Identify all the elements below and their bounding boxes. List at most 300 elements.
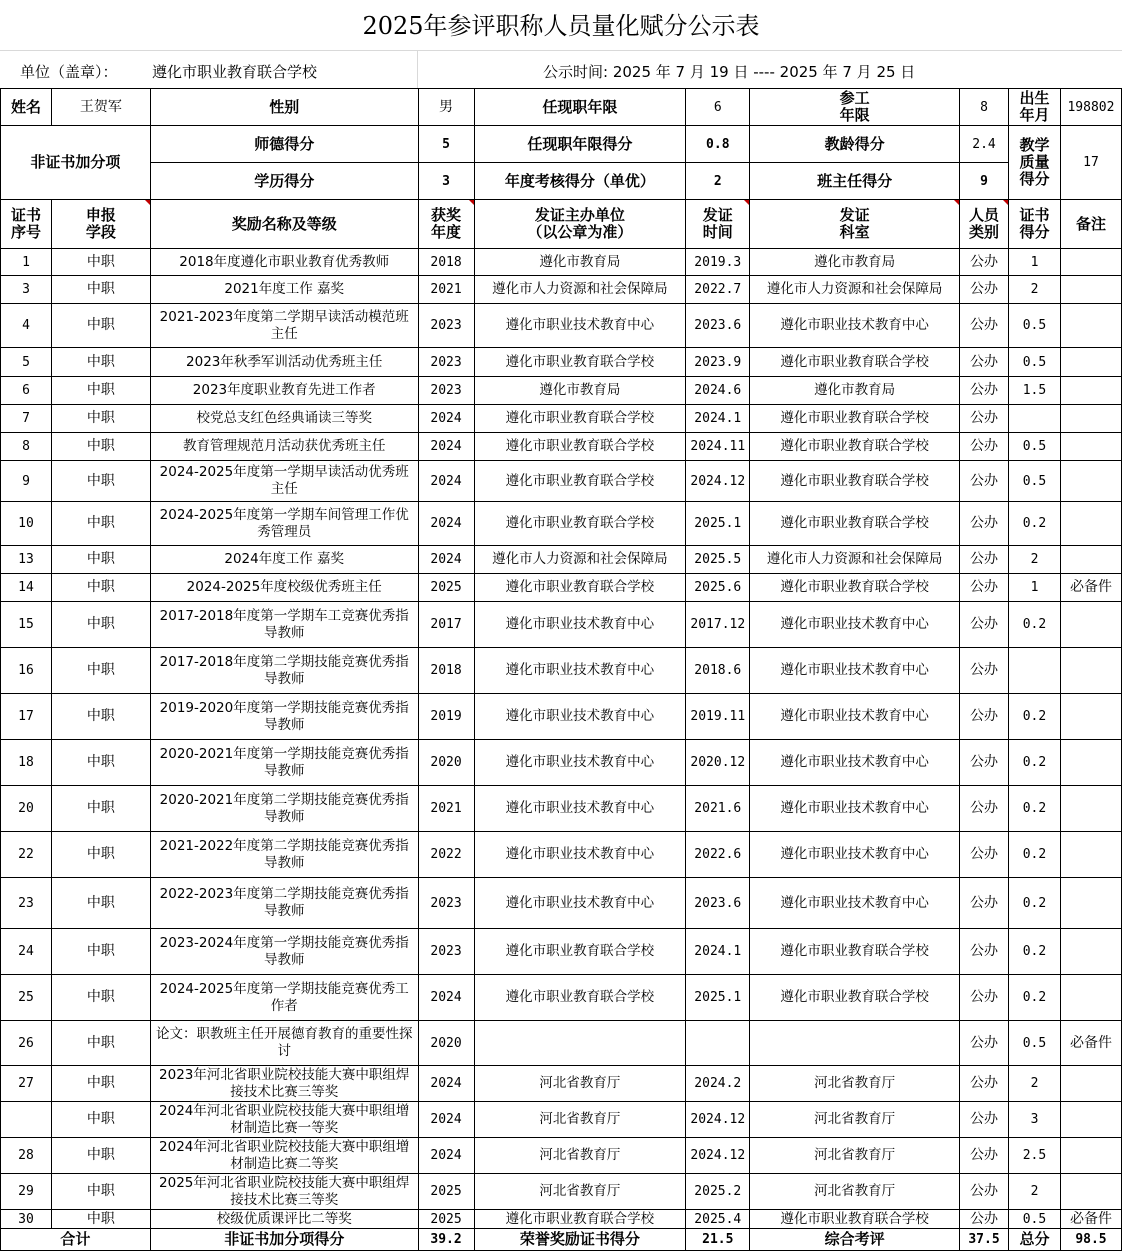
- cell-stage: 中职: [51, 1210, 150, 1229]
- cell-award-year: 2024: [418, 1138, 474, 1174]
- cell-award-name: 2024年度工作 嘉奖: [150, 546, 418, 574]
- cell-award-year: 2024: [418, 1066, 474, 1102]
- cell-stage: 中职: [51, 740, 150, 786]
- publicity-period: 公示时间: 2025 年 7 月 19 日 ---- 2025 年 7 月 25 日: [543, 63, 916, 81]
- col-award: 奖励名称及等级: [150, 200, 418, 249]
- cell-issuing-office: 河北省教育厅: [750, 1102, 960, 1138]
- cell-stage: 中职: [51, 602, 150, 648]
- cell-note: [1060, 377, 1121, 405]
- cell-note: [1060, 740, 1121, 786]
- cell-issuing-office: 河北省教育厅: [750, 1138, 960, 1174]
- cell-issue-date: 2025.6: [686, 574, 750, 602]
- table-row: [1, 1210, 1122, 1229]
- cell-stage: 中职: [51, 1102, 150, 1138]
- cell-award-name: 2024-2025年度第一学期早读活动优秀班主任: [150, 461, 418, 502]
- cell-stage: 中职: [51, 433, 150, 461]
- cell-award-name: 2021-2023年度第二学期早读活动模范班主任: [150, 304, 418, 348]
- totals-row: [1, 1229, 1122, 1251]
- cell-issuer: 遵化市职业教育联合学校: [474, 1210, 686, 1229]
- cell-issuing-office: 遵化市职业教育联合学校: [750, 975, 960, 1021]
- cell-issuing-office: 遵化市人力资源和社会保障局: [750, 546, 960, 574]
- cell-stage: 中职: [51, 405, 150, 433]
- name-value: 王贺军: [51, 89, 150, 126]
- table-row: [1, 648, 1122, 694]
- table-row: [1, 433, 1122, 461]
- cell-award-name: 2023年秋季军训活动优秀班主任: [150, 348, 418, 377]
- cell-note: 必备件: [1060, 574, 1121, 602]
- cell-cert-no: 1: [1, 249, 52, 276]
- cell-issue-date: 2022.7: [686, 276, 750, 304]
- teaching-quality-label: 教学 质量 得分: [1009, 126, 1061, 200]
- ethics-label: 师德得分: [150, 126, 418, 163]
- cell-note: [1060, 1102, 1121, 1138]
- cell-issuer: 遵化市职业技术教育中心: [474, 740, 686, 786]
- cell-issuing-office: 遵化市职业技术教育中心: [750, 832, 960, 878]
- cell-cert-no: 16: [1, 648, 52, 694]
- table-row: [1, 786, 1122, 832]
- cell-award-name: 2022-2023年度第二学期技能竞赛优秀指导教师: [150, 878, 418, 929]
- cell-staff-type: 公办: [960, 832, 1009, 878]
- cell-note: [1060, 786, 1121, 832]
- table-row: [1, 1021, 1122, 1066]
- cell-award-name: 论文：职教班主任开展德育教育的重要性探讨: [150, 1021, 418, 1066]
- cell-staff-type: 公办: [960, 740, 1009, 786]
- cell-award-year: 2022: [418, 832, 474, 878]
- table-row: [1, 602, 1122, 648]
- cell-issue-date: 2019.3: [686, 249, 750, 276]
- table-row: [1, 461, 1122, 502]
- cell-staff-type: 公办: [960, 648, 1009, 694]
- teaching-age-label: 教龄得分: [750, 126, 960, 163]
- cell-issuer: 遵化市职业教育联合学校: [474, 405, 686, 433]
- cell-note: [1060, 502, 1121, 546]
- table-row: [1, 1102, 1122, 1138]
- cell-note: 必备件: [1060, 1210, 1121, 1229]
- cell-cert-no: 30: [1, 1210, 52, 1229]
- grand-total: 98.5: [1060, 1229, 1121, 1251]
- cell-award-year: 2021: [418, 276, 474, 304]
- cell-award-name: 2024-2025年度校级优秀班主任: [150, 574, 418, 602]
- cell-award-name: 2019-2020年度第一学期技能竞赛优秀指导教师: [150, 694, 418, 740]
- table-row: [1, 546, 1122, 574]
- cell-issuing-office: [750, 1021, 960, 1066]
- cell-issuing-office: 河北省教育厅: [750, 1066, 960, 1102]
- cell-stage: 中职: [51, 377, 150, 405]
- cell-issuer: 河北省教育厅: [474, 1174, 686, 1210]
- table-row: [1, 348, 1122, 377]
- cell-cert-no: [1, 1102, 52, 1138]
- cell-cert-score: 1.5: [1009, 377, 1061, 405]
- cell-award-name: 2024-2025年度第一学期技能竞赛优秀工作者: [150, 975, 418, 1021]
- cell-cert-no: 20: [1, 786, 52, 832]
- table-row: [1, 1066, 1122, 1102]
- cell-cert-no: 25: [1, 975, 52, 1021]
- cell-cert-score: 2: [1009, 546, 1061, 574]
- cell-award-name: 2021-2022年度第二学期技能竞赛优秀指导教师: [150, 832, 418, 878]
- cell-cert-no: 29: [1, 1174, 52, 1210]
- cell-issue-date: 2024.6: [686, 377, 750, 405]
- cell-award-name: 2024年河北省职业院校技能大赛中职组增材制造比赛一等奖: [150, 1102, 418, 1138]
- table-row: [1, 740, 1122, 786]
- col-cert-no: 证书 序号: [1, 200, 52, 249]
- cell-stage: 中职: [51, 502, 150, 546]
- cell-cert-score: 1: [1009, 249, 1061, 276]
- cell-issuer: 遵化市职业技术教育中心: [474, 304, 686, 348]
- cell-staff-type: 公办: [960, 1210, 1009, 1229]
- page-title: 2025年参评职称人员量化赋分公示表: [0, 0, 1122, 51]
- cell-cert-no: 17: [1, 694, 52, 740]
- cell-cert-score: 0.2: [1009, 502, 1061, 546]
- cell-cert-score: 2.5: [1009, 1138, 1061, 1174]
- cell-stage: 中职: [51, 249, 150, 276]
- cell-award-year: 2024: [418, 502, 474, 546]
- cell-issuing-office: 遵化市教育局: [750, 249, 960, 276]
- cell-award-year: 2023: [418, 929, 474, 975]
- cell-staff-type: 公办: [960, 502, 1009, 546]
- table-row: [1, 304, 1122, 348]
- col-staff-type: 人员 类别: [960, 200, 1009, 249]
- overall-score: 37.5: [960, 1229, 1009, 1251]
- cell-cert-score: 0.2: [1009, 602, 1061, 648]
- cell-cert-no: 15: [1, 602, 52, 648]
- col-stage: 申报 学段: [51, 200, 150, 249]
- birth-label: 出生 年月: [1009, 89, 1061, 126]
- cell-award-year: 2021: [418, 786, 474, 832]
- table-row: [1, 878, 1122, 929]
- table-row: [1, 276, 1122, 304]
- cell-award-name: 教育管理规范月活动获优秀班主任: [150, 433, 418, 461]
- cell-cert-score: 0.2: [1009, 832, 1061, 878]
- table-row: [1, 929, 1122, 975]
- cell-issuer: 遵化市教育局: [474, 377, 686, 405]
- cell-award-year: 2024: [418, 405, 474, 433]
- cell-cert-no: 22: [1, 832, 52, 878]
- cell-issue-date: 2022.6: [686, 832, 750, 878]
- cell-award-year: 2023: [418, 348, 474, 377]
- non-cert-total: 39.2: [418, 1229, 474, 1251]
- cell-issuing-office: 遵化市职业教育联合学校: [750, 348, 960, 377]
- cell-issuer: 遵化市职业技术教育中心: [474, 602, 686, 648]
- cell-note: [1060, 975, 1121, 1021]
- honor-total-label: 荣誉奖励证书得分: [474, 1229, 686, 1251]
- cell-note: [1060, 348, 1121, 377]
- cell-issuing-office: 遵化市职业技术教育中心: [750, 694, 960, 740]
- cell-cert-score: 0.5: [1009, 461, 1061, 502]
- table-row: [1, 1138, 1122, 1174]
- cell-cert-no: 7: [1, 405, 52, 433]
- cell-cert-score: 0.2: [1009, 878, 1061, 929]
- unit-value: 遵化市职业教育联合学校: [152, 63, 318, 81]
- cell-note: [1060, 929, 1121, 975]
- cell-stage: 中职: [51, 304, 150, 348]
- cell-issuing-office: 遵化市职业教育联合学校: [750, 502, 960, 546]
- cell-award-name: 2017-2018年度第一学期车工竞赛优秀指导教师: [150, 602, 418, 648]
- bonus-row-1: [1, 126, 1122, 163]
- table-row: [1, 502, 1122, 546]
- cell-issue-date: 2025.1: [686, 502, 750, 546]
- cell-staff-type: 公办: [960, 377, 1009, 405]
- cell-issuer: 遵化市职业技术教育中心: [474, 786, 686, 832]
- cell-stage: 中职: [51, 546, 150, 574]
- honor-total: 21.5: [686, 1229, 750, 1251]
- cell-note: 必备件: [1060, 1021, 1121, 1066]
- cell-award-name: 2023-2024年度第一学期技能竞赛优秀指导教师: [150, 929, 418, 975]
- table-row: [1, 574, 1122, 602]
- gender-label: 性别: [150, 89, 418, 126]
- table-row: [1, 1174, 1122, 1210]
- cell-staff-type: 公办: [960, 276, 1009, 304]
- cell-issue-date: 2023.6: [686, 878, 750, 929]
- cell-award-name: 2017-2018年度第二学期技能竞赛优秀指导教师: [150, 648, 418, 694]
- cell-issue-date: 2024.11: [686, 433, 750, 461]
- tenure-score: 0.8: [686, 126, 750, 163]
- education-score: 3: [418, 163, 474, 200]
- total-label: 合计: [1, 1229, 151, 1251]
- cell-note: [1060, 405, 1121, 433]
- cell-award-year: 2024: [418, 1102, 474, 1138]
- table-row: [1, 975, 1122, 1021]
- cell-issue-date: 2025.1: [686, 975, 750, 1021]
- cell-staff-type: 公办: [960, 975, 1009, 1021]
- cell-note: [1060, 602, 1121, 648]
- score-table: [0, 88, 1122, 1251]
- cell-issuer: 遵化市教育局: [474, 249, 686, 276]
- cell-award-name: 2023年河北省职业院校技能大赛中职组焊接技术比赛三等奖: [150, 1066, 418, 1102]
- cell-award-name: 校级优质课评比二等奖: [150, 1210, 418, 1229]
- cell-issue-date: 2024.12: [686, 461, 750, 502]
- head-teacher-score: 9: [960, 163, 1009, 200]
- cell-issuer: 遵化市职业教育联合学校: [474, 461, 686, 502]
- name-label: 姓名: [1, 89, 52, 126]
- cell-stage: 中职: [51, 348, 150, 377]
- work-years-value: 8: [960, 89, 1009, 126]
- cell-issuing-office: 遵化市职业教育联合学校: [750, 574, 960, 602]
- cell-cert-no: 10: [1, 502, 52, 546]
- cell-cert-no: 3: [1, 276, 52, 304]
- cell-award-name: 2024年河北省职业院校技能大赛中职组增材制造比赛二等奖: [150, 1138, 418, 1174]
- cell-award-name: 2020-2021年度第二学期技能竞赛优秀指导教师: [150, 786, 418, 832]
- cell-issuer: 遵化市职业技术教育中心: [474, 694, 686, 740]
- cell-cert-no: 5: [1, 348, 52, 377]
- cell-cert-score: 0.5: [1009, 1021, 1061, 1066]
- ethics-score: 5: [418, 126, 474, 163]
- teaching-quality-score: 17: [1060, 126, 1121, 200]
- cell-issuer: 遵化市职业技术教育中心: [474, 648, 686, 694]
- cell-stage: 中职: [51, 1066, 150, 1102]
- cell-award-year: 2020: [418, 740, 474, 786]
- cell-note: [1060, 304, 1121, 348]
- cell-issue-date: [686, 1021, 750, 1066]
- cell-issuing-office: 遵化市职业技术教育中心: [750, 602, 960, 648]
- cell-issuer: 遵化市职业教育联合学校: [474, 348, 686, 377]
- cell-note: [1060, 461, 1121, 502]
- col-issuer: 发证主办单位 （以公章为准）: [474, 200, 686, 249]
- bonus-row-2: [1, 163, 1122, 200]
- cell-award-year: 2023: [418, 304, 474, 348]
- cell-issuing-office: 遵化市人力资源和社会保障局: [750, 276, 960, 304]
- tenure-value: 6: [686, 89, 750, 126]
- unit-label: 单位（盖章）：: [20, 63, 118, 81]
- cell-note: [1060, 648, 1121, 694]
- cell-staff-type: 公办: [960, 1174, 1009, 1210]
- cell-note: [1060, 276, 1121, 304]
- cell-award-year: 2024: [418, 546, 474, 574]
- cell-note: [1060, 1174, 1121, 1210]
- work-years-label: 参工 年限: [750, 89, 960, 126]
- cell-staff-type: 公办: [960, 249, 1009, 276]
- col-year: 获奖 年度: [418, 200, 474, 249]
- cell-note: [1060, 249, 1121, 276]
- cell-issuer: 遵化市职业教育联合学校: [474, 502, 686, 546]
- cell-cert-no: 18: [1, 740, 52, 786]
- cell-cert-score: 0.2: [1009, 786, 1061, 832]
- table-row: [1, 249, 1122, 276]
- cell-award-year: 2023: [418, 878, 474, 929]
- assessment-label: 年度考核得分（单优）: [474, 163, 686, 200]
- cell-issuing-office: 遵化市职业教育联合学校: [750, 1210, 960, 1229]
- gender-value: 男: [418, 89, 474, 126]
- cell-stage: 中职: [51, 694, 150, 740]
- cell-issuer: 遵化市职业教育联合学校: [474, 433, 686, 461]
- cell-stage: 中职: [51, 975, 150, 1021]
- cell-staff-type: 公办: [960, 304, 1009, 348]
- cell-issuer: [474, 1021, 686, 1066]
- non-cert-label: 非证书加分项: [1, 126, 151, 200]
- cell-issuing-office: 遵化市职业教育联合学校: [750, 405, 960, 433]
- cell-cert-no: 23: [1, 878, 52, 929]
- cell-cert-score: 0.5: [1009, 304, 1061, 348]
- cell-award-name: 2025年河北省职业院校技能大赛中职组焊接技术比赛三等奖: [150, 1174, 418, 1210]
- cell-stage: 中职: [51, 832, 150, 878]
- cell-issuing-office: 遵化市职业技术教育中心: [750, 648, 960, 694]
- cell-award-name: 2020-2021年度第一学期技能竞赛优秀指导教师: [150, 740, 418, 786]
- assessment-score: 2: [686, 163, 750, 200]
- cell-staff-type: 公办: [960, 602, 1009, 648]
- header-row: [1, 200, 1122, 249]
- cell-cert-score: 0.2: [1009, 694, 1061, 740]
- cell-issuer: 河北省教育厅: [474, 1102, 686, 1138]
- teaching-age-score: 2.4: [960, 126, 1009, 163]
- cell-issuing-office: 河北省教育厅: [750, 1174, 960, 1210]
- education-label: 学历得分: [150, 163, 418, 200]
- col-note: 备注: [1060, 200, 1121, 249]
- cell-award-name: 2021年度工作 嘉奖: [150, 276, 418, 304]
- table-row: [1, 694, 1122, 740]
- cell-staff-type: 公办: [960, 574, 1009, 602]
- cell-stage: 中职: [51, 1174, 150, 1210]
- cell-cert-score: 2: [1009, 1066, 1061, 1102]
- cell-staff-type: 公办: [960, 878, 1009, 929]
- cell-cert-score: 0.5: [1009, 348, 1061, 377]
- cell-cert-no: 14: [1, 574, 52, 602]
- col-office: 发证 科室: [750, 200, 960, 249]
- overall-label: 综合考评: [750, 1229, 960, 1251]
- cell-staff-type: 公办: [960, 546, 1009, 574]
- cell-issuer: 遵化市职业教育联合学校: [474, 574, 686, 602]
- cell-staff-type: 公办: [960, 348, 1009, 377]
- tenure-label: 任现职年限: [474, 89, 686, 126]
- cell-award-name: 校党总支红色经典诵读三等奖: [150, 405, 418, 433]
- cell-award-year: 2018: [418, 648, 474, 694]
- cell-staff-type: 公办: [960, 1138, 1009, 1174]
- cell-award-year: 2017: [418, 602, 474, 648]
- cell-stage: 中职: [51, 648, 150, 694]
- cell-cert-no: 4: [1, 304, 52, 348]
- cell-note: [1060, 1138, 1121, 1174]
- cell-award-name: 2023年度职业教育先进工作者: [150, 377, 418, 405]
- cell-award-year: 2024: [418, 975, 474, 1021]
- cell-note: [1060, 433, 1121, 461]
- cell-note: [1060, 832, 1121, 878]
- cell-award-name: 2024-2025年度第一学期车间管理工作优秀管理员: [150, 502, 418, 546]
- cell-issuer: 遵化市职业技术教育中心: [474, 832, 686, 878]
- cell-issue-date: 2017.12: [686, 602, 750, 648]
- cell-issuing-office: 遵化市职业技术教育中心: [750, 878, 960, 929]
- cell-note: [1060, 546, 1121, 574]
- cell-award-year: 2023: [418, 377, 474, 405]
- cell-cert-score: 2: [1009, 276, 1061, 304]
- table-row: [1, 405, 1122, 433]
- cell-cert-score: [1009, 405, 1061, 433]
- cell-issuer: 河北省教育厅: [474, 1066, 686, 1102]
- cell-staff-type: 公办: [960, 405, 1009, 433]
- cell-stage: 中职: [51, 878, 150, 929]
- cell-issue-date: 2024.12: [686, 1138, 750, 1174]
- col-issue-date: 发证 时间: [686, 200, 750, 249]
- cell-issuing-office: 遵化市职业教育联合学校: [750, 461, 960, 502]
- cell-issue-date: 2024.1: [686, 929, 750, 975]
- cell-issuing-office: 遵化市职业技术教育中心: [750, 786, 960, 832]
- cell-issuing-office: 遵化市职业教育联合学校: [750, 929, 960, 975]
- cell-issue-date: 2020.12: [686, 740, 750, 786]
- cell-staff-type: 公办: [960, 786, 1009, 832]
- cell-issue-date: 2025.2: [686, 1174, 750, 1210]
- cell-stage: 中职: [51, 786, 150, 832]
- birth-value: 198802: [1060, 89, 1121, 126]
- cell-cert-score: 0.5: [1009, 433, 1061, 461]
- cell-issue-date: 2024.2: [686, 1066, 750, 1102]
- cell-stage: 中职: [51, 461, 150, 502]
- cell-cert-score: 0.2: [1009, 929, 1061, 975]
- cell-award-year: 2019: [418, 694, 474, 740]
- cell-issuer: 遵化市人力资源和社会保障局: [474, 276, 686, 304]
- cell-cert-no: 13: [1, 546, 52, 574]
- cell-issuing-office: 遵化市职业技术教育中心: [750, 740, 960, 786]
- cell-stage: 中职: [51, 1138, 150, 1174]
- cell-award-year: 2025: [418, 1210, 474, 1229]
- cell-issuing-office: 遵化市职业技术教育中心: [750, 304, 960, 348]
- cell-cert-score: 3: [1009, 1102, 1061, 1138]
- cell-note: [1060, 1066, 1121, 1102]
- cell-cert-no: 27: [1, 1066, 52, 1102]
- cell-issuer: 遵化市职业教育联合学校: [474, 975, 686, 1021]
- cell-stage: 中职: [51, 929, 150, 975]
- personal-row: [1, 89, 1122, 126]
- cell-issuing-office: 遵化市职业教育联合学校: [750, 433, 960, 461]
- cell-cert-score: 0.2: [1009, 975, 1061, 1021]
- info-bar: [0, 50, 1122, 89]
- cell-cert-no: 26: [1, 1021, 52, 1066]
- cell-issuing-office: 遵化市教育局: [750, 377, 960, 405]
- cell-issue-date: 2025.4: [686, 1210, 750, 1229]
- cell-cert-no: 28: [1, 1138, 52, 1174]
- cell-issue-date: 2024.1: [686, 405, 750, 433]
- cell-issuer: 遵化市人力资源和社会保障局: [474, 546, 686, 574]
- cell-issuer: 河北省教育厅: [474, 1138, 686, 1174]
- cell-award-year: 2018: [418, 249, 474, 276]
- tenure-score-label: 任现职年限得分: [474, 126, 686, 163]
- table-row: [1, 377, 1122, 405]
